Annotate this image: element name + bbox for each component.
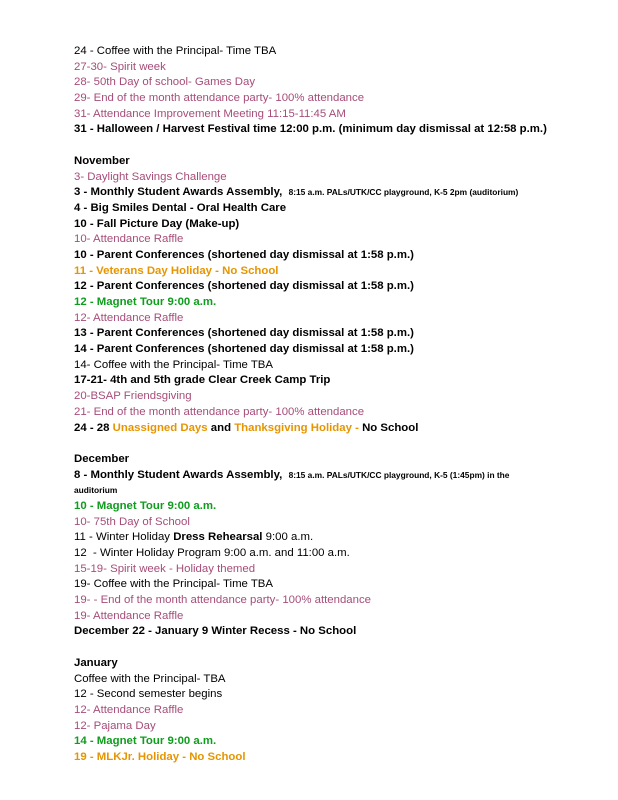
event-and: and xyxy=(207,421,235,434)
event-oct-31-halloween: 31 - Halloween / Harvest Festival time 12:00 p.m. (minimum day dismissal at 12:58 p.m.) xyxy=(74,123,547,136)
event-thanksgiving: Thanksgiving Holiday - xyxy=(234,421,363,434)
event-nov-4: 4 - Big Smiles Dental - Oral Health Care xyxy=(74,201,287,214)
event-nov-12-raffle: 12- Attendance Raffle xyxy=(74,311,184,324)
event-dec-19-coffee: 19- Coffee with the Principal- Time TBA xyxy=(74,578,274,591)
event-nov-10-picture: 10 - Fall Picture Day (Make-up) xyxy=(74,217,240,230)
event-dec-10-magnet: 10 - Magnet Tour 9:00 a.m. xyxy=(74,499,217,512)
section-spacer xyxy=(74,436,610,452)
event-dec-19-raffle: 19- Attendance Raffle xyxy=(74,609,184,622)
event-title: 3 - Monthly Student Awards Assembly, xyxy=(74,186,283,199)
event-jan-19-mlk: 19 - MLKJr. Holiday - No School xyxy=(74,750,246,763)
event-nov-14-coffee: 14- Coffee with the Principal- Time TBA xyxy=(74,358,274,371)
event-nov-12-conferences: 12 - Parent Conferences (shortened day dismissal at 1:58 p.m.) xyxy=(74,280,414,293)
event-dec-15-spirit: 15-19- Spirit week - Holiday themed xyxy=(74,562,256,575)
event-nov-11-veterans: 11 - Veterans Day Holiday - No School xyxy=(74,264,279,277)
event-nov-24-thanksgiving xyxy=(74,421,610,437)
event-title: 8 - Monthly Student Awards Assembly, xyxy=(74,468,283,481)
calendar-document xyxy=(74,44,610,766)
event-jan-12-pajama: 12- Pajama Day xyxy=(74,719,156,732)
event-nov-20-friendsgiving: 20-BSAP Friendsgiving xyxy=(74,390,192,403)
event-emphasis: Dress Rehearsal xyxy=(173,531,263,544)
event-jan-14-magnet: 14 - Magnet Tour 9:00 a.m. xyxy=(74,735,217,748)
event-nov-12-magnet: 12 - Magnet Tour 9:00 a.m. xyxy=(74,296,217,308)
event-oct-28: 28- 50th Day of school- Games Day xyxy=(74,76,256,89)
event-dates: 24 - 28 xyxy=(74,421,113,434)
event-nov-14-conferences: 14 - Parent Conferences (shortened day dismissal at 1:58 p.m.) xyxy=(74,343,414,356)
event-jan-coffee: Coffee with the Principal- TBA xyxy=(74,672,226,685)
event-dec-8-assembly xyxy=(74,468,544,499)
event-nov-13-conferences: 13 - Parent Conferences (shortened day dismissal at 1:58 p.m.) xyxy=(74,327,414,340)
event-time: 9:00 a.m. xyxy=(262,531,314,544)
event-oct-29: 29- End of the month attendance party- 100% attendance xyxy=(74,92,365,105)
month-heading-december: December xyxy=(74,452,130,465)
event-nov-10-raffle: 10- Attendance Raffle xyxy=(74,233,184,246)
month-heading-november: November xyxy=(74,154,130,167)
event-oct-31-meeting: 31- Attendance Improvement Meeting 11:15-11:45 AM xyxy=(74,107,346,120)
event-detail: 8:15 a.m. PALs/UTK/CC playground, K-5 2pm (auditorium) xyxy=(288,187,519,198)
event-jan-12-semester: 12 - Second semester begins xyxy=(74,688,223,701)
section-spacer xyxy=(74,640,610,656)
event-nov-3-assembly xyxy=(74,185,610,201)
event-winter-recess: December 22 - January 9 Winter Recess - No School xyxy=(74,625,357,638)
event-nov-10-conferences: 10 - Parent Conferences (shortened day dismissal at 1:58 p.m.) xyxy=(74,248,414,261)
event-nov-3-daylight: 3- Daylight Savings Challenge xyxy=(74,170,227,183)
event-dec-19-party: 19- - End of the month attendance party- 100% attendance xyxy=(74,594,371,607)
event-jan-12-raffle: 12- Attendance Raffle xyxy=(74,703,184,716)
event-no-school: No School xyxy=(362,421,419,434)
event-dec-10-75th: 10- 75th Day of School xyxy=(74,515,190,528)
event-dec-11-rehearsal xyxy=(74,530,610,546)
event-oct-24: 24 - Coffee with the Principal- Time TBA xyxy=(74,45,277,57)
event-oct-27: 27-30- Spirit week xyxy=(74,60,166,73)
event-unassigned: Unassigned Days xyxy=(112,421,208,434)
event-title: 11 - Winter Holiday xyxy=(74,531,174,544)
event-dec-12-program: 12 - Winter Holiday Program 9:00 a.m. and 11:00 a.m. xyxy=(74,547,350,560)
section-spacer xyxy=(74,138,610,154)
event-nov-21-party: 21- End of the month attendance party- 100% attendance xyxy=(74,405,365,418)
month-heading-january: January xyxy=(74,656,118,669)
event-nov-17-camp: 17-21- 4th and 5th grade Clear Creek Camp Trip xyxy=(74,374,331,387)
event-detail: 8:15 a.m. PALs/UTK/CC playground, K-5 (1:45pm) in the auditorium xyxy=(74,469,510,496)
